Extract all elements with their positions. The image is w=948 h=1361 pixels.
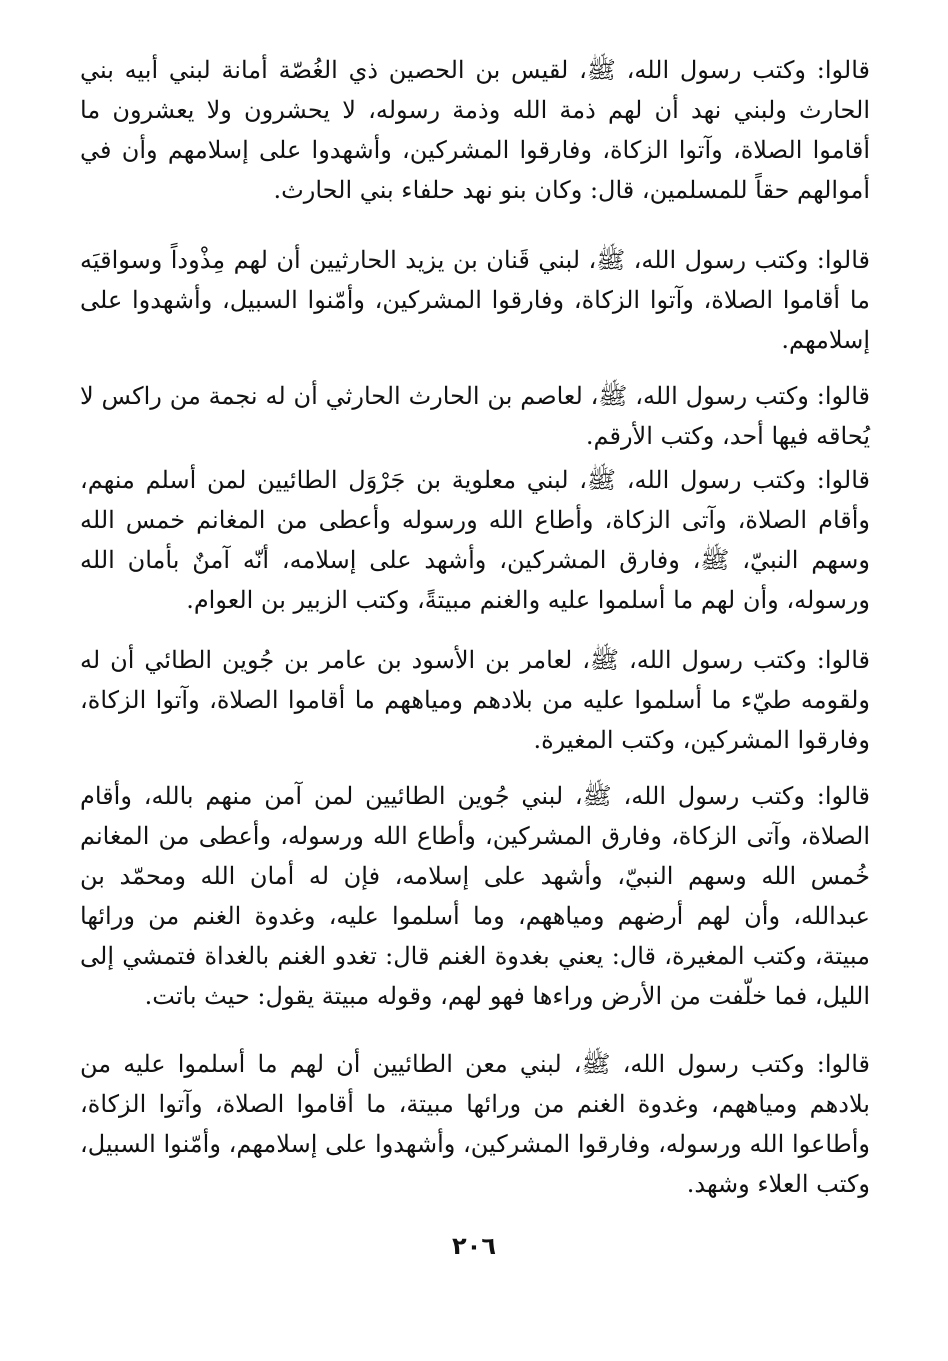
paragraph-amir-ibn-aswad: [80, 640, 870, 760]
page-number: ٢٠٦: [452, 1232, 496, 1260]
paragraph-text: قالوا: وكتب رسول الله، ﷺ، لبني معن الطائيين أن لهم ما أسلموا عليه من بلادهم ومياههم، وغدوة الغنم من ورائها مبيتة، ما أقاموا الصلاة، وآتوا الزكاة، وأطاعوا الله ورسوله، وفارقوا المشركين، وأشهدوا على إسلامهم، وأمّنوا السبيل، وكتب العلاء وشهد.: [80, 1050, 871, 1198]
paragraph-bani-juwayn: [80, 776, 870, 1016]
paragraph-text: قالوا: وكتب رسول الله، ﷺ، لقيس بن الحصين ذي الغُصّة أمانة لبني أبيه بني الحارث ولبني نهد أن لهم ذمة الله وذمة رسوله، لا يحشرون ولا يعشرون ما أقاموا الصلاة، وآتوا الزكاة، وفارقوا المشركين، وأشهدوا على إسلامهم وأن في أموالهم حقاً للمسلمين، قال: وكان بنو نهد حلفاء بني الحارث.: [80, 56, 870, 204]
paragraph-bani-qanan: [80, 240, 870, 360]
paragraph-text: قالوا: وكتب رسول الله، ﷺ، لبني قَنان بن يزيد الحارثيين أن لهم مِذْوداً وسواقيَه ما أقاموا الصلاة، وآتوا الزكاة، وفارقوا المشركين، وأمّنوا السبيل، وأشهدوا على إسلامهم.: [80, 246, 870, 354]
paragraph-text: قالوا: وكتب رسول الله، ﷺ، لعاصم بن الحارث الحارثي أن له نجمة من راكس لا يُحاقه فيها أحد، وكتب الأرقم.: [80, 382, 870, 450]
paragraph-bani-malawiya: [80, 460, 870, 620]
paragraph-qays-ibn-husayn: [80, 50, 870, 210]
paragraph-text: قالوا: وكتب رسول الله، ﷺ، لعامر بن الأسود بن عامر بن جُوين الطائي أن له ولقومه طيّء ما أسلموا عليه من بلادهم ومياههم ما أقاموا الصلاة، وآتوا الزكاة، وفارقوا المشركين، وكتب المغيرة.: [80, 646, 870, 754]
paragraph-asim-ibn-harith: [80, 376, 870, 456]
paragraph-text: قالوا: وكتب رسول الله، ﷺ، لبني جُوين الطائيين لمن آمن منهم بالله، وأقام الصلاة، وآتى الزكاة، وفارق المشركين، وأطاع الله ورسوله، وأعطى من المغانم خُمس الله وسهم النبيّ، وأشهد على إسلامه، فإن له أمان الله ومحمّد بن عبدالله، وأن لهم أرضهم ومياههم، وما أسلموا عليه، وغدوة الغنم من ورائها مبيتة، وكتب المغيرة، قال: يعني بغدوة الغنم قال: تغدو الغنم بالغداة فتمشي إلى الليل، فما خلّفت من الأرض وراءها فهو لهم، وقوله مبيتة يقول: حيث باتت.: [80, 782, 871, 1010]
paragraph-bani-maan: [80, 1044, 870, 1204]
paragraph-text: قالوا: وكتب رسول الله، ﷺ، لبني معلوية بن جَرْوَل الطائيين لمن أسلم منهم، وأقام الصلاة، وآتى الزكاة، وأطاع الله ورسوله وأعطى من المغانم خمس الله وسهم النبيّ، ﷺ، وفارق المشركين، وأشهد على إسلامه، أنّه آمنٌ بأمان الله ورسوله، وأن لهم ما أسلموا عليه والغنم مبيتةً، وكتب الزبير بن العوام.: [80, 466, 870, 614]
